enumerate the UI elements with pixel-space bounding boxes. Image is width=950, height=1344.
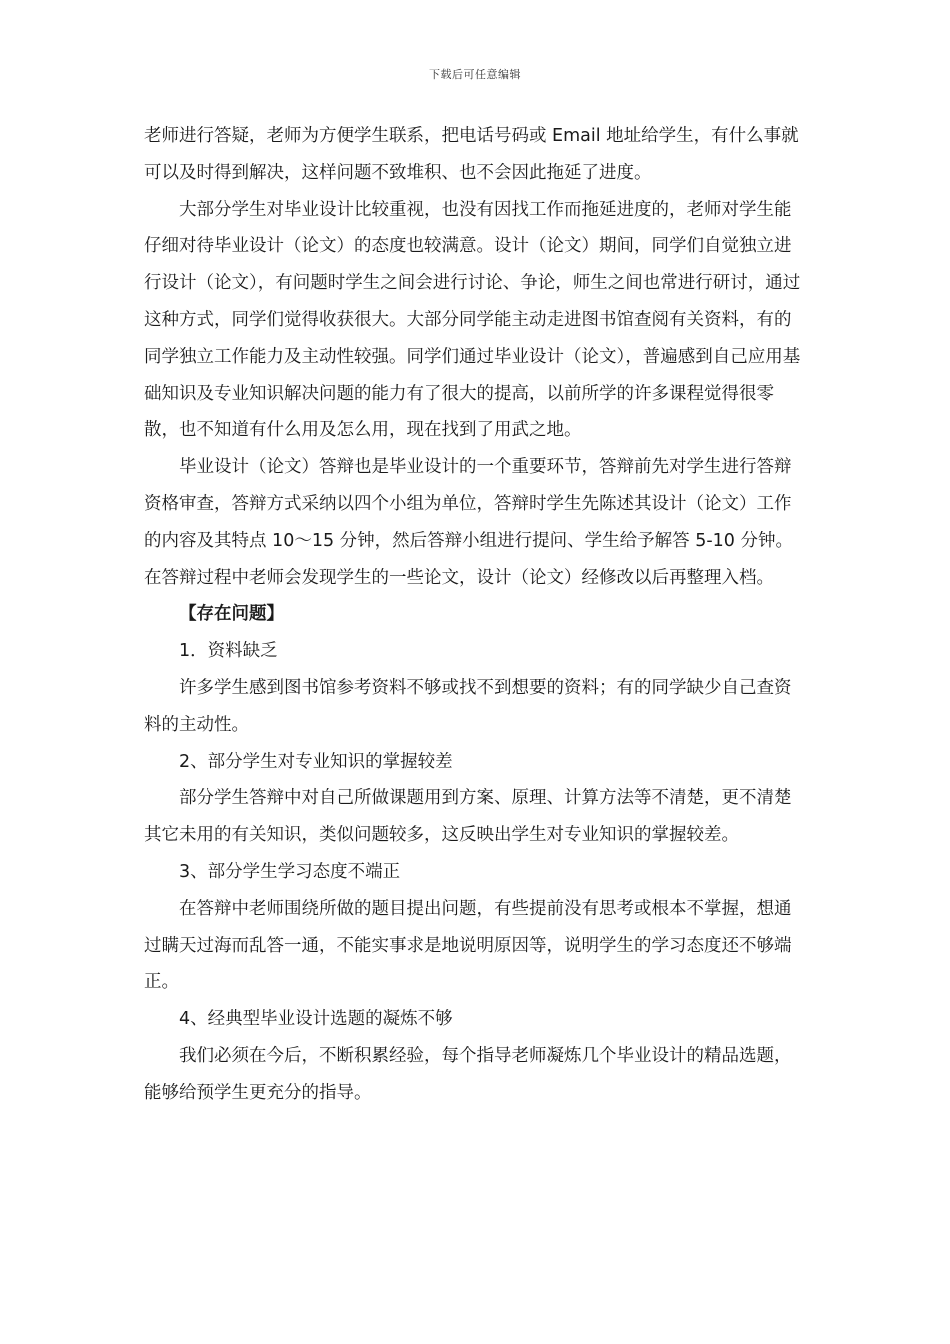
paragraph-student-attitude: 大部分学生对毕业设计比较重视，也没有因找工作而拖延进度的，老师对学生能仔细对待毕业设计（论文）的态度也较满意。设计（论文）期间，同学们自觉独立进行设计（论文），有问题时学生之间会进行讨论、争论，师生之间也常进行研讨，通过这种方式，同学们觉得收获很大。大部分同学能主动走进图书馆查阅有关资料，有的同学独立工作能力及主动性较强。同学们通过毕业设计（论文），普遍感到自己应用基础知识及专业知识解决问题的能力有了很大的提高，以前所学的许多课程觉得很零散，也不知道有什么用及怎么用，现在找到了用武之地。 (144, 199, 801, 441)
item4-title: 4、经典型毕业设计选题的凝炼不够 (179, 1009, 453, 1030)
paragraph-continuation: 老师进行答疑，老师为方便学生联系，把电话号码或 Email 地址给学生，有什么事就可以及时得到解决，这样问题不致堆积、也不会因此拖延了进度。 (144, 126, 799, 183)
document-body (144, 118, 806, 1112)
item3-title: 3、部分学生学习态度不端正 (179, 861, 401, 882)
item2-text: 部分学生答辩中对自己所做课题用到方案、原理、计算方法等不清楚，更不清楚其它未用的有关知识，类似问题较多，这反映出学生对专业知识的掌握较差。 (144, 788, 792, 846)
item3-text: 在答辩中老师围绕所做的题目提出问题，有些提前没有思考或根本不掌握，想通过瞒天过海而乱答一通，不能实事求是地说明原因等，说明学生的学习态度还不够端正。 (144, 898, 792, 993)
paragraph-defense: 毕业设计（论文）答辩也是毕业设计的一个重要环节，答辩前先对学生进行答辩资格审查，答辩方式采纳以四个小组为单位，答辩时学生先陈述其设计（论文）工作的内容及其特点 10～15 分钟，然后答辩小组进行提问、学生给予解答 5-10 分钟。在答辩过程中老师会发现学生的一些论文，设计（论文）经修改以后再整理入档。 (144, 457, 794, 588)
header-note: 下载后可任意编辑 (429, 68, 521, 81)
item1-title: 1．资料缺乏 (179, 641, 278, 662)
item4-text: 我们必须在今后，不断积累经验，每个指导老师凝炼几个毕业设计的精品选题，能够给预学生更充分的指导。 (144, 1045, 792, 1103)
item1-text: 许多学生感到图书馆参考资料不够或找不到想要的资料；有的同学缺少自己查资料的主动性。 (144, 677, 792, 735)
item2-title: 2、部分学生对专业知识的掌握较差 (179, 751, 453, 772)
section-heading: 【存在问题】 (179, 604, 284, 625)
